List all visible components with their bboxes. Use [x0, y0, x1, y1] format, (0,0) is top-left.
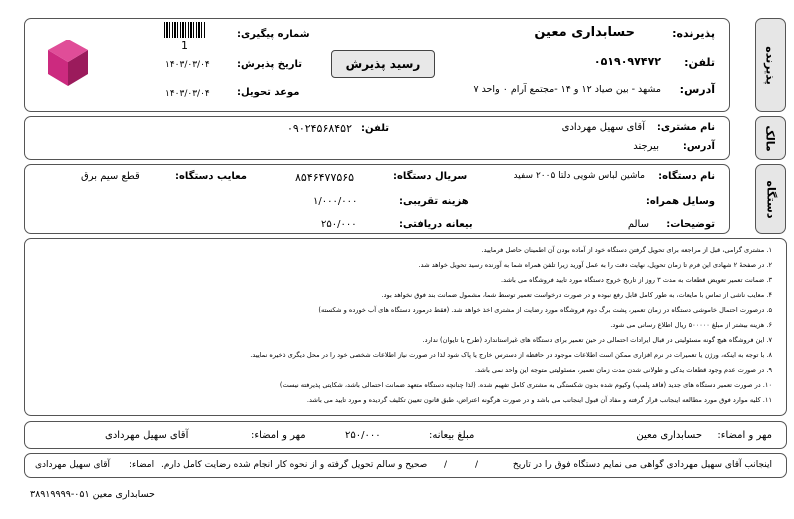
- defects-label: معایب دستگاه:: [175, 171, 247, 182]
- deposit-value: ۲۵۰/۰۰۰: [321, 219, 357, 230]
- receipt-title: رسید پذیرش: [345, 57, 421, 71]
- customer-phone-value: ۰۹۰۲۴۵۶۸۴۵۲: [287, 122, 352, 135]
- owner-side-tab: [755, 116, 786, 160]
- footer-text: حسابداری معین ۰۵۱-۳۸۹۱۹۹۹۹: [30, 489, 155, 500]
- term-item: ۸. با توجه به اینکه، ورژن یا تعمیرات در نرم افزاری ممکن است اطلاعات موجود در حافظه از دسترس خارج یا پاک شود لذا در صورت نیاز اطلاعات شخصی خود را در محل دیگری ذخیره نمایید.: [250, 351, 772, 359]
- description-label: توضیحات:: [666, 219, 715, 230]
- term-item: ۱۰. در صورت تعمیر دستگاه های جدید (فاقد پلمپ) وکیوم شده بدون شکستگی به مشتری کامل تفهیم شده. (لذا چنانچه دستگاه متعهد ضمانت احتمالی باشد، شکایتی پذیرفته نیست): [279, 381, 772, 389]
- term-item: ۱. مشتری گرامی، قبل از مراجعه برای تحویل گرفتن دستگاه خود از آماده بودن آن اطمینان حاصل فرمایید.: [481, 246, 772, 254]
- sender-address-value: مشهد - بین صیاد ۱۲ و ۱۴ -مجتمع آرام ۰ واحد ۷: [473, 84, 661, 95]
- term-item: ۹. در صورت عدم وجود قطعات یدکی و طولانی شدن مدت زمان تعمیر، مسئولیتی متوجه این واحد نمی باشد.: [474, 366, 772, 374]
- defects-value: قطع سیم برق: [81, 171, 140, 182]
- serial-label: سریال دستگاه:: [393, 171, 468, 182]
- tracking-barcode: [164, 22, 206, 38]
- term-item: ۶. هزینه بیشتر از مبلغ ۵۰۰۰۰۰ ریال اطلاع رسانی می شود.: [610, 321, 772, 329]
- term-item: ۲. در صفحهٔ ۲ شهادی این فرم تا زمان تحویل، نهایت دقت را به عمل آورید زیرا تلفن همراه شما به آورنده رسید تحویل خواهد شد.: [418, 261, 772, 269]
- sender-value: حسابداری معین: [534, 25, 635, 40]
- description-value: سالم: [627, 219, 649, 230]
- sender-address-label: آدرس:: [679, 83, 715, 96]
- delivery-date-value: ۱۴۰۳/۰۳/۰۴: [165, 89, 210, 99]
- company-logo: [44, 40, 92, 88]
- customer-name-value: آقای سهیل مهردادی: [561, 122, 645, 133]
- terms-section: [24, 238, 787, 416]
- customer-name-label: نام مشتری:: [656, 122, 715, 133]
- sender-label: پذیرنده:: [672, 27, 715, 40]
- estimated-cost-label: هزینه تقریبی:: [399, 196, 469, 207]
- customer-address-value: بیرجند: [633, 141, 659, 152]
- declaration-main-text: اینجانب آقای سهیل مهردادی گواهی می نمایم دستگاه فوق را در تاریخ: [512, 460, 772, 470]
- declaration-signature-label: امضاء:: [129, 460, 155, 470]
- term-item: ۵. درصورت احتمال خاموشی دستگاه در زمان تعمیر، پشت برگ دوم فروشگاه مورد رضایت از مشتری اخذ خواهد شد. (فقط درمورد دستگاه های آب خورده و شکسته): [318, 306, 772, 314]
- reception-date-label: تاریخ پذیرش:: [237, 59, 303, 70]
- deposit-label: بیعانه دریافتی:: [399, 219, 473, 230]
- declaration-date-slash-2: /: [444, 460, 448, 470]
- header-section: [24, 18, 730, 112]
- customer-phone-label: تلفن:: [361, 123, 390, 134]
- device-side-tab: [755, 164, 786, 234]
- receiver-signature-value: حسابداری معین: [636, 430, 702, 441]
- term-item: ۷. این فروشگاه هیچ گونه مسئولیتی در قبال ایرادات احتمالی در حین تعمیر برای دستگاه های غیراستاندارد (طرح یا تایوان) ندارد.: [422, 336, 772, 344]
- reception-date-value: ۱۴۰۳/۰۳/۰۴: [165, 60, 210, 70]
- declaration-section: [24, 453, 787, 478]
- estimated-cost-value: ۱/۰۰۰/۰۰۰: [313, 196, 358, 207]
- sender-phone-label: تلفن:: [684, 56, 715, 69]
- customer-address-label: آدرس:: [682, 141, 715, 152]
- sender-phone-value: ۰۵۱۹۰۹۷۴۷۲: [593, 55, 661, 68]
- tracking-label: شماره پیگیری:: [237, 29, 310, 40]
- declaration-rest-text: صحیح و سالم تحویل گرفته و از نحوه کار انجام شده رضایت کامل دارم.: [161, 460, 428, 470]
- customer-signature-label: مهر و امضاء:: [251, 430, 306, 441]
- customer-signature-value: آقای سهیل مهردادی: [105, 430, 189, 441]
- term-item: ۳. ضمانت تعمیر تعویض قطعات به مدت ۳ روز از تاریخ خروج دستگاه مورد تایید فروشگاه می باشد.: [500, 276, 772, 284]
- declaration-signature-value: آقای سهیل مهردادی: [35, 460, 111, 470]
- signature-deposit-label: مبلغ بیعانه:: [429, 430, 475, 441]
- declaration-date-slash-1: /: [475, 460, 479, 470]
- term-item: ۱۱. کلیه موارد فوق مورد مطالعه اینجانب قرار گرفته و مفاد آن قبول اینجانب می باشد و در صورت هرگونه اعتراض، طبق قانون تعیین تکلیف گردیده و مورد تایید می باشد.: [306, 396, 772, 404]
- device-name-label: نام دستگاه:: [658, 171, 715, 182]
- receiver-side-label: پذیرنده: [764, 45, 777, 85]
- receipt-title-box: [331, 50, 435, 78]
- accessories-label: وسایل همراه:: [645, 196, 715, 207]
- tracking-value: 1: [181, 39, 188, 52]
- delivery-date-label: موعد تحویل:: [237, 87, 300, 98]
- term-item: ۴. معایب ناشی از تماس با مایعات، به طور کامل قابل رفع نبوده و در صورت درخواست تعمیر توسط شما، مشمول ضمانت بند فوق نخواهد بود.: [381, 291, 772, 299]
- serial-value: ۸۵۴۶۴۷۷۵۶۵: [295, 171, 355, 184]
- signatures-section: [24, 421, 787, 449]
- device-section: [24, 164, 730, 234]
- device-name-value: ماشین لباس شویی دلتا ۲۰۰۵ سفید: [513, 171, 645, 181]
- owner-side-label: مالک: [764, 124, 777, 152]
- receiver-side-tab: [755, 18, 786, 112]
- device-side-label: دستگاه: [764, 180, 778, 218]
- signature-deposit-value: ۲۵۰/۰۰۰: [345, 430, 381, 441]
- receiver-signature-label: مهر و امضاء:: [717, 430, 772, 441]
- owner-section: [24, 116, 730, 160]
